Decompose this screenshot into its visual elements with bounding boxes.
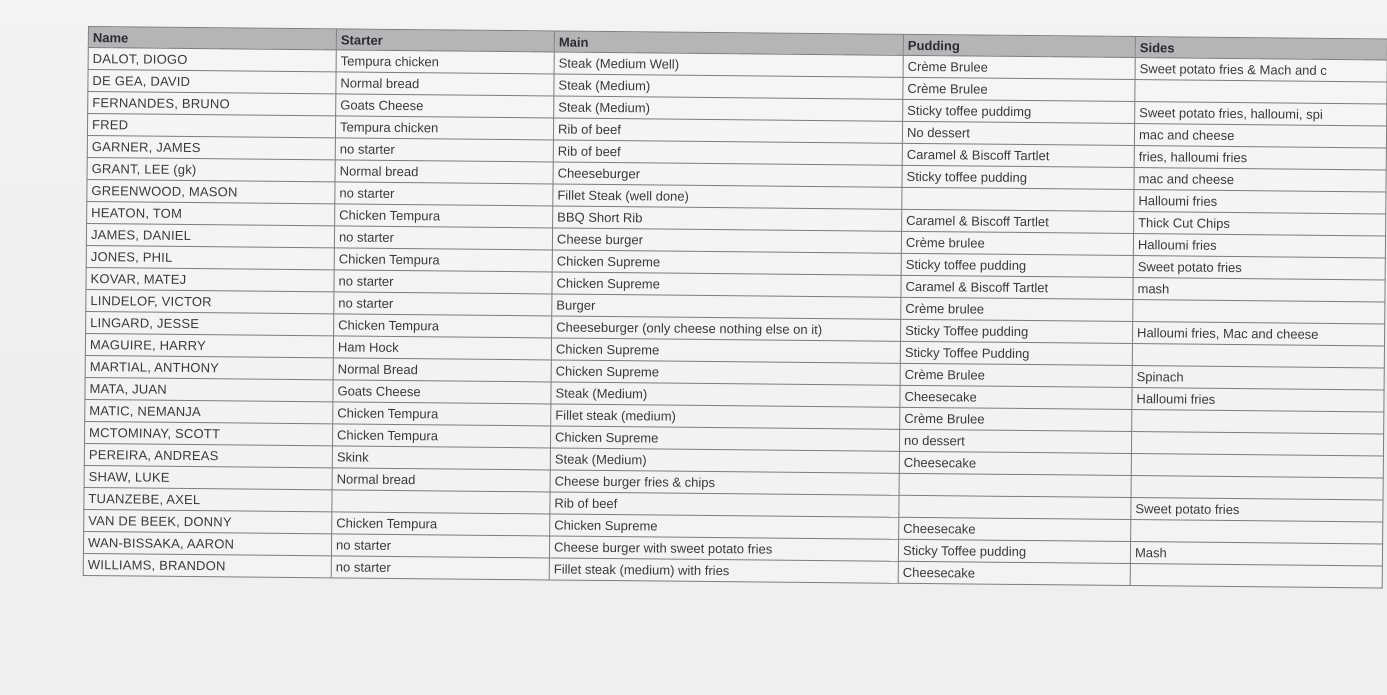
cell-starter: Normal Bread bbox=[333, 358, 551, 382]
cell-sides: Sweet potato fries & Mach and c bbox=[1135, 58, 1387, 82]
cell-main: Chicken Supreme bbox=[551, 338, 900, 363]
cell-name: FERNANDES, BRUNO bbox=[88, 92, 336, 116]
cell-sides bbox=[1133, 300, 1385, 324]
cell-starter: no starter bbox=[334, 270, 552, 294]
cell-main: Steak (Medium) bbox=[551, 382, 900, 407]
cell-sides: Halloumi fries, Mac and cheese bbox=[1133, 322, 1385, 346]
cell-starter: Chicken Tempura bbox=[334, 314, 552, 338]
cell-pudding: Sticky Toffee pudding bbox=[901, 319, 1133, 343]
cell-name: WAN-BISSAKA, AARON bbox=[83, 531, 331, 555]
cell-starter: Skink bbox=[332, 446, 550, 470]
cell-name: JONES, PHIL bbox=[86, 245, 334, 269]
cell-starter: no starter bbox=[334, 226, 552, 250]
cell-name: MATIC, NEMANJA bbox=[85, 399, 333, 423]
cell-name: MAGUIRE, HARRY bbox=[85, 333, 333, 357]
cell-pudding: Sticky toffee puddimg bbox=[903, 99, 1135, 123]
cell-starter: Goats Cheese bbox=[336, 94, 554, 118]
cell-main: Rib of beef bbox=[550, 492, 899, 517]
cell-sides: Halloumi fries bbox=[1134, 190, 1386, 214]
cell-starter: no starter bbox=[331, 534, 549, 558]
header-name: Name bbox=[88, 27, 336, 50]
cell-name: WILLIAMS, BRANDON bbox=[83, 553, 331, 577]
cell-sides bbox=[1132, 344, 1384, 368]
cell-sides: Spinach bbox=[1132, 366, 1384, 390]
cell-name: TUANZEBE, AXEL bbox=[84, 487, 332, 511]
cell-pudding: No dessert bbox=[902, 121, 1134, 145]
cell-sides: Sweet potato fries bbox=[1131, 498, 1383, 522]
cell-starter bbox=[332, 490, 550, 514]
cell-starter: Goats Cheese bbox=[333, 380, 551, 404]
cell-main: Burger bbox=[552, 294, 901, 319]
cell-name: LINDELOF, VICTOR bbox=[86, 289, 334, 313]
cell-sides: Sweet potato fries, halloumi, spi bbox=[1135, 102, 1387, 126]
header-sides: Sides bbox=[1135, 37, 1387, 60]
cell-sides bbox=[1131, 520, 1383, 544]
cell-main: Fillet steak (medium) with fries bbox=[549, 558, 898, 583]
cell-starter: Chicken Tempura bbox=[332, 512, 550, 536]
cell-pudding: Cheesecake bbox=[898, 561, 1130, 585]
cell-main: Cheese burger with sweet potato fries bbox=[549, 536, 898, 561]
cell-main: Chicken Supreme bbox=[552, 272, 901, 297]
cell-name: LINGARD, JESSE bbox=[86, 311, 334, 335]
cell-name: KOVAR, MATEJ bbox=[86, 267, 334, 291]
cell-main: Cheeseburger bbox=[553, 162, 902, 187]
cell-main: Cheese burger fries & chips bbox=[550, 470, 899, 495]
cell-pudding: Sticky toffee pudding bbox=[901, 253, 1133, 277]
cell-name: GRANT, LEE (gk) bbox=[87, 157, 335, 181]
cell-name: MATA, JUAN bbox=[85, 377, 333, 401]
cell-pudding: no dessert bbox=[899, 429, 1131, 453]
printed-sheet bbox=[83, 26, 1387, 588]
cell-main: Cheese burger bbox=[552, 228, 901, 253]
cell-starter: Normal bread bbox=[335, 160, 553, 184]
cell-starter: Normal bread bbox=[332, 468, 550, 492]
header-main: Main bbox=[554, 31, 903, 55]
cell-starter: no starter bbox=[335, 182, 553, 206]
cell-main: BBQ Short Rib bbox=[553, 206, 902, 231]
cell-starter: Tempura chicken bbox=[336, 50, 554, 74]
cell-starter: Tempura chicken bbox=[335, 116, 553, 140]
cell-name: DALOT, DIOGO bbox=[88, 48, 336, 72]
cell-starter: no starter bbox=[331, 556, 549, 580]
cell-main: Steak (Medium) bbox=[554, 96, 903, 121]
table-body bbox=[83, 48, 1387, 588]
cell-main: Chicken Supreme bbox=[550, 514, 899, 539]
cell-sides: Sweet potato fries bbox=[1133, 256, 1385, 280]
cell-sides: mac and cheese bbox=[1134, 124, 1386, 148]
cell-name: GREENWOOD, MASON bbox=[87, 179, 335, 203]
cell-main: Chicken Supreme bbox=[550, 426, 899, 451]
cell-main: Chicken Supreme bbox=[551, 360, 900, 385]
cell-pudding: Crème Brulee bbox=[900, 363, 1132, 387]
cell-name: MARTIAL, ANTHONY bbox=[85, 355, 333, 379]
cell-pudding bbox=[902, 187, 1134, 211]
cell-pudding: Cheesecake bbox=[899, 451, 1131, 475]
cell-starter: Ham Hock bbox=[333, 336, 551, 360]
cell-pudding: Crème brulee bbox=[901, 297, 1133, 321]
cell-sides: fries, halloumi fries bbox=[1134, 146, 1386, 170]
cell-name: MCTOMINAY, SCOTT bbox=[84, 421, 332, 445]
cell-sides: mash bbox=[1133, 278, 1385, 302]
cell-sides bbox=[1132, 410, 1384, 434]
cell-pudding: Sticky toffee pudding bbox=[902, 165, 1134, 189]
cell-sides: Halloumi fries bbox=[1133, 234, 1385, 258]
cell-pudding: Crème Brulee bbox=[900, 407, 1132, 431]
cell-main: Fillet Steak (well done) bbox=[553, 184, 902, 209]
cell-pudding: Cheesecake bbox=[899, 517, 1131, 541]
cell-pudding bbox=[899, 495, 1131, 519]
cell-starter: no starter bbox=[334, 292, 552, 316]
cell-sides bbox=[1131, 432, 1383, 456]
cell-name: PEREIRA, ANDREAS bbox=[84, 443, 332, 467]
cell-name: FRED bbox=[87, 114, 335, 138]
cell-sides: mac and cheese bbox=[1134, 168, 1386, 192]
cell-starter: no starter bbox=[335, 138, 553, 162]
cell-pudding: Caramel & Biscoff Tartlet bbox=[902, 209, 1134, 233]
cell-name: SHAW, LUKE bbox=[84, 465, 332, 489]
cell-name: HEATON, TOM bbox=[87, 201, 335, 225]
cell-starter: Chicken Tempura bbox=[335, 204, 553, 228]
cell-sides: Mash bbox=[1130, 542, 1382, 566]
cell-pudding: Caramel & Biscoff Tartlet bbox=[902, 143, 1134, 167]
cell-sides bbox=[1130, 564, 1382, 588]
cell-sides bbox=[1135, 80, 1387, 104]
cell-pudding: Sticky Toffee Pudding bbox=[900, 341, 1132, 365]
cell-starter: Chicken Tempura bbox=[332, 424, 550, 448]
cell-pudding: Caramel & Biscoff Tartlet bbox=[901, 275, 1133, 299]
cell-starter: Chicken Tempura bbox=[334, 248, 552, 272]
cell-main: Steak (Medium) bbox=[550, 448, 899, 473]
header-pudding: Pudding bbox=[903, 34, 1135, 57]
cell-pudding: Sticky Toffee pudding bbox=[898, 539, 1130, 563]
cell-main: Cheeseburger (only cheese nothing else on it) bbox=[552, 316, 901, 341]
cell-pudding bbox=[899, 473, 1131, 497]
cell-sides bbox=[1131, 476, 1383, 500]
cell-pudding: Crème Brulee bbox=[903, 77, 1135, 101]
cell-sides: Thick Cut Chips bbox=[1134, 212, 1386, 236]
cell-sides bbox=[1131, 454, 1383, 478]
cell-pudding: Crème Brulee bbox=[903, 55, 1135, 79]
cell-pudding: Cheesecake bbox=[900, 385, 1132, 409]
cell-starter: Chicken Tempura bbox=[333, 402, 551, 426]
cell-main: Fillet steak (medium) bbox=[551, 404, 900, 429]
cell-pudding: Crème brulee bbox=[901, 231, 1133, 255]
cell-name: JAMES, DANIEL bbox=[86, 223, 334, 247]
meal-order-table bbox=[83, 26, 1387, 588]
cell-main: Steak (Medium) bbox=[554, 74, 903, 99]
cell-main: Rib of beef bbox=[553, 118, 902, 143]
cell-main: Steak (Medium Well) bbox=[554, 52, 903, 77]
cell-name: DE GEA, DAVID bbox=[88, 70, 336, 94]
cell-name: VAN DE BEEK, DONNY bbox=[84, 509, 332, 533]
cell-starter: Normal bread bbox=[336, 72, 554, 96]
cell-name: GARNER, JAMES bbox=[87, 135, 335, 159]
cell-sides: Halloumi fries bbox=[1132, 388, 1384, 412]
cell-main: Chicken Supreme bbox=[552, 250, 901, 275]
cell-main: Rib of beef bbox=[553, 140, 902, 165]
header-starter: Starter bbox=[336, 29, 554, 52]
